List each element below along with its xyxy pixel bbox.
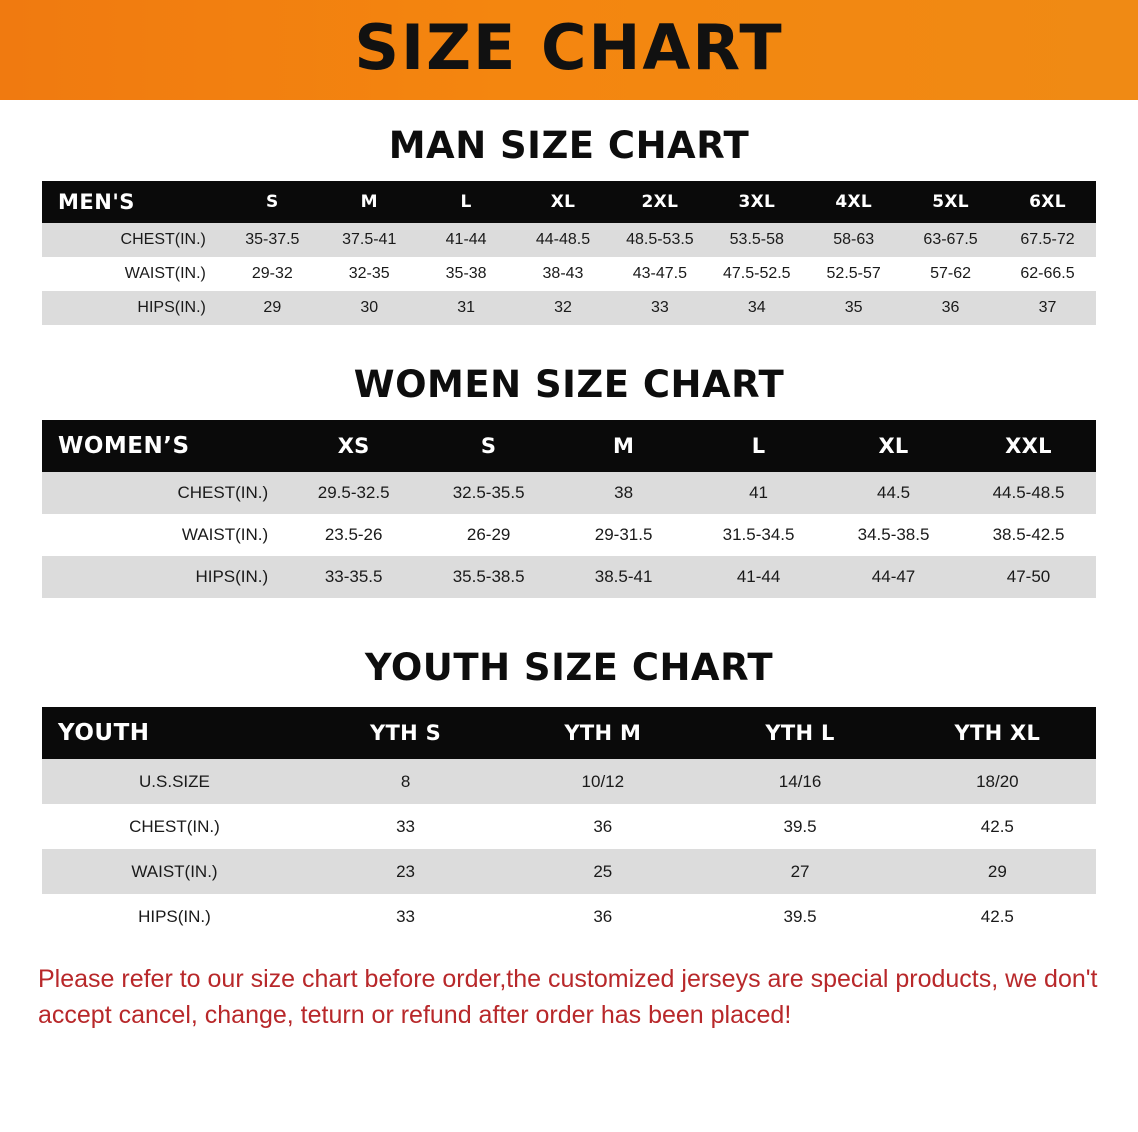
table-cell: 32-35 [348, 265, 390, 282]
table-row [42, 849, 1096, 894]
table-cell: 35-37.5 [245, 231, 300, 248]
column-header: 2XL [641, 192, 679, 212]
column-header: YTH M [564, 721, 642, 745]
row-label: WAIST(IN.) [124, 265, 206, 282]
table-row [42, 804, 1096, 849]
table-cell: 47-50 [1006, 567, 1051, 586]
table-row [42, 472, 1096, 514]
table-row [42, 223, 1096, 257]
man-size-table [42, 181, 1096, 325]
table-cell: 34.5-38.5 [857, 525, 930, 544]
table-row [42, 556, 1096, 598]
table-cell: 30 [360, 299, 379, 316]
table-cell: 33 [396, 906, 416, 926]
column-header: M [612, 434, 635, 458]
table-corner-label: MEN'S [58, 190, 135, 214]
page-banner [0, 0, 1138, 100]
table-cell: 38 [614, 483, 634, 502]
table-cell: 33 [396, 816, 416, 836]
youth-size-table [42, 707, 1096, 939]
table-cell: 37 [1038, 299, 1057, 316]
table-corner-label: WOMEN’S [58, 433, 190, 459]
table-cell: 35-38 [445, 265, 487, 282]
man-table-header [42, 181, 1096, 223]
row-label: HIPS(IN.) [138, 906, 211, 926]
table-row [42, 257, 1096, 291]
column-header: S [480, 434, 497, 458]
table-cell: 8 [400, 771, 411, 791]
table-cell: 18/20 [976, 771, 1019, 791]
table-cell: 33-35.5 [324, 567, 383, 586]
row-label: HIPS(IN.) [137, 299, 206, 316]
row-label: WAIST(IN.) [131, 861, 218, 881]
column-header: YTH S [370, 721, 442, 745]
table-cell: 52.5-57 [826, 265, 881, 282]
table-cell: 29 [987, 861, 1007, 881]
women-section-heading: WOMEN SIZE CHART [353, 363, 785, 406]
youth-table-header [42, 707, 1096, 759]
column-header: 5XL [932, 192, 969, 212]
column-header: L [460, 192, 472, 212]
table-cell: 34 [747, 299, 766, 316]
table-cell: 62-66.5 [1020, 265, 1075, 282]
table-cell: 31 [457, 299, 475, 316]
disclaimer-note: Please refer to our size chart before order,the customized jerseys are special products, we don't accept cancel, change, teturn or refund after order has been placed! [38, 965, 1098, 1030]
table-cell: 47.5-52.5 [722, 265, 791, 282]
table-cell: 35.5-38.5 [452, 567, 525, 586]
man-size-table-wrapper [42, 181, 1096, 325]
table-corner-label: YOUTH [58, 720, 150, 746]
table-cell: 31.5-34.5 [722, 525, 795, 544]
table-cell: 32 [554, 299, 572, 316]
row-label: CHEST(IN.) [129, 816, 220, 836]
table-cell: 42.5 [980, 816, 1014, 836]
column-header: YTH L [765, 721, 835, 745]
table-cell: 41 [749, 483, 769, 502]
man-section-heading: MAN SIZE CHART [388, 124, 750, 167]
table-cell: 39.5 [783, 816, 817, 836]
table-cell: 35 [844, 299, 863, 316]
table-cell: 44-48.5 [535, 231, 591, 248]
table-cell: 43-47.5 [632, 265, 688, 282]
table-cell: 38.5-42.5 [992, 525, 1065, 544]
table-cell: 41-44 [445, 231, 487, 248]
table-row [42, 291, 1096, 325]
table-cell: 26-29 [466, 525, 511, 544]
page-title: SIZE CHART [354, 11, 784, 84]
row-label: CHEST(IN.) [120, 231, 206, 248]
column-header: 6XL [1029, 192, 1066, 212]
table-row [42, 894, 1096, 939]
column-header: XL [878, 434, 909, 458]
table-header-row [42, 707, 1096, 759]
table-cell: 36 [593, 906, 613, 926]
table-cell: 33 [650, 299, 669, 316]
table-header-row [42, 181, 1096, 223]
table-cell: 53.5-58 [729, 231, 784, 248]
column-header: 4XL [835, 192, 872, 212]
table-cell: 44.5 [876, 483, 911, 502]
man-table-body [42, 223, 1096, 325]
women-table-body [42, 472, 1096, 598]
youth-table-body [42, 759, 1096, 939]
row-label: U.S.SIZE [139, 771, 210, 791]
table-cell: 63-67.5 [923, 231, 978, 248]
women-size-table-wrapper [42, 420, 1096, 598]
table-cell: 36 [941, 299, 960, 316]
table-cell: 67.5-72 [1020, 231, 1075, 248]
youth-section-heading: YOUTH SIZE CHART [364, 646, 774, 689]
column-header: L [751, 434, 766, 458]
table-cell: 58-63 [833, 231, 875, 248]
table-cell: 32.5-35.5 [452, 483, 525, 502]
women-size-table [42, 420, 1096, 598]
table-cell: 38.5-41 [594, 567, 653, 586]
column-header: M [360, 192, 378, 212]
table-cell: 38-43 [542, 265, 584, 282]
table-cell: 29 [263, 299, 282, 316]
table-row [42, 514, 1096, 556]
row-label: CHEST(IN.) [177, 483, 269, 502]
column-header: XS [337, 434, 370, 458]
column-header: XXL [1005, 434, 1052, 458]
row-label: HIPS(IN.) [195, 567, 269, 586]
table-cell: 29-32 [251, 265, 293, 282]
table-cell: 25 [593, 861, 613, 881]
table-cell: 29.5-32.5 [317, 483, 390, 502]
table-cell: 23 [396, 861, 416, 881]
column-header: 3XL [738, 192, 776, 212]
table-cell: 44-47 [871, 567, 916, 586]
table-cell: 23.5-26 [324, 525, 383, 544]
table-cell: 44.5-48.5 [992, 483, 1065, 502]
youth-size-table-wrapper [42, 707, 1096, 939]
column-header: S [266, 192, 279, 212]
column-header: XL [550, 192, 576, 212]
table-cell: 57-62 [930, 265, 972, 282]
table-cell: 39.5 [783, 906, 817, 926]
table-cell: 48.5-53.5 [626, 231, 694, 248]
column-header: YTH XL [954, 721, 1041, 745]
row-label: WAIST(IN.) [181, 525, 269, 544]
table-cell: 42.5 [980, 906, 1014, 926]
table-cell: 14/16 [778, 771, 822, 791]
table-cell: 41-44 [736, 567, 781, 586]
table-cell: 37.5-41 [342, 231, 397, 248]
table-cell: 36 [593, 816, 613, 836]
table-header-row [42, 420, 1096, 472]
table-cell: 10/12 [581, 771, 625, 791]
table-cell: 27 [790, 861, 810, 881]
table-row [42, 759, 1096, 804]
table-cell: 29-31.5 [594, 525, 653, 544]
women-table-header [42, 420, 1096, 472]
